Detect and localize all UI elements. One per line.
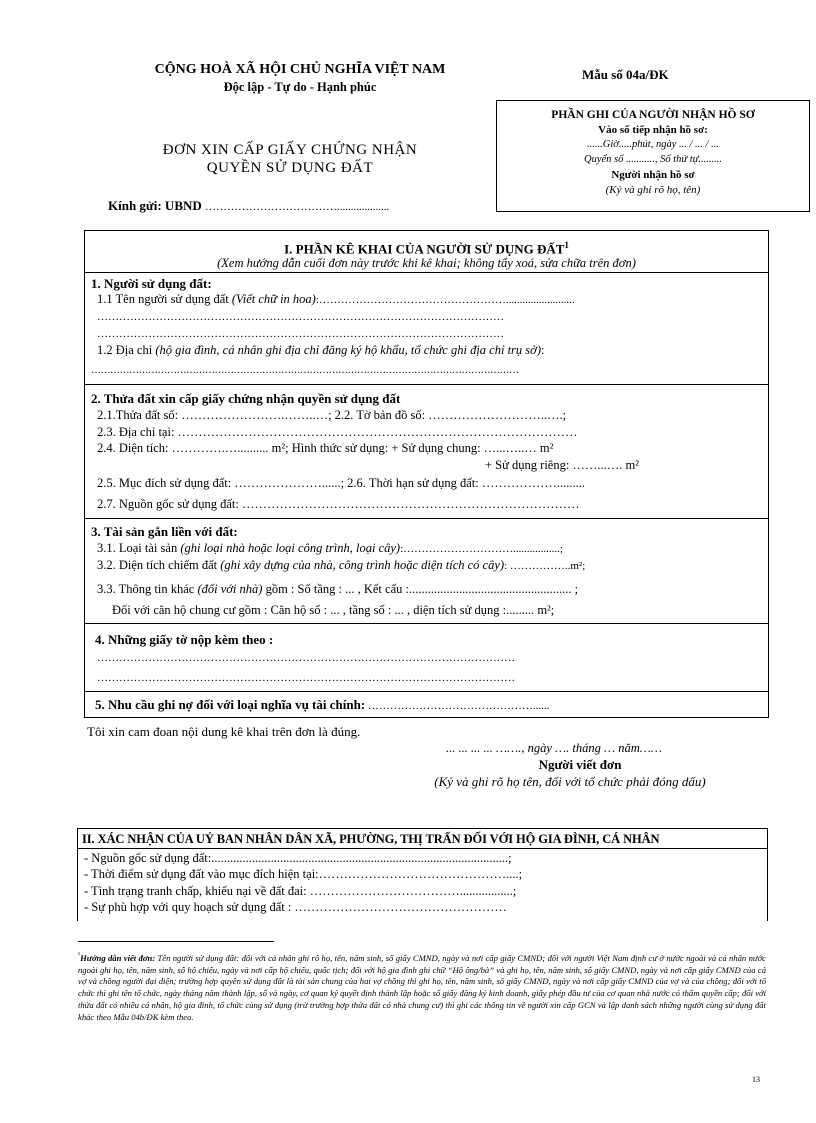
- receiver-time-line: ......Giờ.....phút, ngày ... / ... / ...: [587, 139, 719, 150]
- address-colon: :: [541, 343, 545, 357]
- declaration-text: Tôi xin cam đoan nội dung kê khai trên đơn là đúng.: [87, 724, 361, 739]
- divider: [77, 848, 767, 849]
- origin-field[interactable]: 2.7. Nguồn gốc sử dụng đất: ………………………………………………………………………: [97, 497, 580, 511]
- section4-heading: 4. Những giấy tờ nộp kèm theo :: [95, 632, 274, 647]
- user-name-hint: (Viết chữ in hoa): [231, 292, 316, 306]
- footnote: [78, 950, 766, 1024]
- occupied-area-dots: : ……………..m²;: [504, 560, 586, 572]
- user-name-line2[interactable]: …………………………………………………………………………………………………: [97, 311, 504, 323]
- recipient-line: [108, 198, 389, 214]
- divider: [84, 691, 769, 692]
- other-info-rest: gồm : Số tầng : ... , Kết cấu :.................................................... ;: [262, 582, 579, 596]
- receiver-sign-note: (Ký và ghi rõ họ, tên): [605, 184, 701, 196]
- part1-title: [84, 240, 769, 257]
- other-info-label: 3.3. Thông tin khác: [97, 582, 198, 596]
- receiver-box: [496, 100, 810, 212]
- signer-note: (Ký và ghi rõ họ tên, đối với tổ chức phải đóng dấu): [434, 774, 706, 789]
- section5-heading: 5. Nhu cầu ghi nợ đối với loại nghĩa vụ tài chính:: [95, 697, 366, 712]
- user-name-dots: :…………………………………………….........................: [315, 294, 575, 306]
- footnote-mark: ¹: [78, 951, 81, 959]
- divider: [84, 272, 769, 273]
- private-use-field[interactable]: + Sử dụng riêng: ……...…. m²: [485, 458, 640, 472]
- divider: [84, 623, 769, 624]
- asset-type-field[interactable]: [97, 541, 563, 557]
- parcel-address-field[interactable]: 2.3. Địa chỉ tại: ……………………………………………………………………………………: [97, 425, 578, 439]
- part2-title: II. XÁC NHẬN CỦA UỶ BAN NHÂN DÂN XÃ, PHƯỜNG, THỊ TRẤN ĐỐI VỚI HỘ GIA ĐÌNH, CÁ NHÂN: [82, 832, 660, 846]
- section2-heading: 2. Thửa đất xin cấp giấy chứng nhận quyền sử dụng đất: [91, 391, 401, 406]
- receiver-intake-label: Vào sổ tiếp nhận hồ sơ:: [598, 124, 708, 136]
- recipient-dots: ………………………………...................: [205, 201, 390, 213]
- purpose-field[interactable]: 2.5. Mục đích sử dụng đất: …………………......; 2.6. Thời hạn sử dụng đất: ……………….........: [97, 476, 585, 490]
- area-field[interactable]: 2.4. Diện tích: ………….….......... m²; Hình thức sử dụng: + Sử dụng chung: …...…..… m²: [97, 441, 554, 455]
- signer-label: Người viết đơn: [538, 757, 622, 772]
- footnote-text: Tên người sử dụng đất: đối với cá nhân ghi rõ họ, tên, năm sinh, số giấy CMND, ngày và nơi cấp giấy CMND; đối với người Việt Nam định cư ở nước ngoài và cá nhân nước ngoài ghi họ, tên, năm sinh, số hộ chiếu, ngày và nơi cấp hộ chiếu, quốc tịch; đối với hộ gia đình ghi chữ “Hộ ông/bà” và ghi họ, tên, năm sinh, số giấy CMND, ngày và nơi cấp giấy CMND của cả vợ và chồng người đại diện; trường hợp quyền sử dụng đất là tài sản chung của hai vợ chồng thì ghi họ, tên, năm sinh, số giấy CMND, ngày và nơi cấp giấy CMND của vợ và của chồng; đối với tổ chức thì ghi tên tổ chức, ngày tháng năm thành lập, số và ngày, cơ quan ký quyết định thành lập hoặc số giấy đăng ký kinh doanh, giấy phép đầu tư của cơ quan nhà nước có thẩm quyền cấp; đối với thửa đất có nhiều cá nhân, hộ gia đình, tổ chức cùng sử dụng (trừ trường hợp thửa đất có nhà chung cư) thì ghi các thông tin về người xin cấp GCN và lập danh sách những người cùng sử dụng đất khác theo Mẫu 04b/ĐK kèm theo.: [78, 952, 766, 1022]
- parcel-number-field[interactable]: 2.1.Thửa đất số: …………………….……..…; 2.2. Tờ bản đồ số: ………………………..….;: [97, 408, 567, 422]
- debt-field[interactable]: [95, 697, 549, 714]
- address-dots[interactable]: ………………………………………………………………………………………………………………………: [91, 365, 519, 376]
- debt-dots: ………………………………………......: [365, 700, 550, 712]
- verify-time-field[interactable]: - Thời điểm sử dụng đất vào mục đích hiện tại:………………………………………....;: [84, 867, 523, 881]
- part1-subtitle: (Xem hướng dẫn cuối đơn này trước khi kê khai; không tẩy xoá, sửa chữa trên đơn): [217, 256, 636, 270]
- receiver-box-title: PHẦN GHI CỦA NGƯỜI NHẬN HỒ SƠ: [551, 109, 755, 121]
- asset-type-label: 3.1. Loại tài sản: [97, 541, 181, 555]
- asset-type-hint: (ghi loại nhà hoặc loại công trình, loại cây): [180, 541, 401, 555]
- attachments-line2[interactable]: ……………………………………………………………………………………………………: [97, 672, 515, 684]
- motto: Độc lập - Tự do - Hạnh phúc: [223, 80, 377, 94]
- receiver-person-label: Người nhận hồ sơ: [611, 169, 695, 181]
- form-number: Mẫu số 04a/ĐK: [582, 67, 669, 82]
- occupied-area-hint: (ghi xây dựng của nhà, công trình hoặc diện tích có cây): [220, 558, 505, 572]
- address-hint: (hộ gia đình, cá nhân ghi địa chỉ đăng ký hộ khẩu, tổ chức ghi địa chỉ trụ sở): [155, 343, 541, 357]
- other-info-field[interactable]: [97, 582, 578, 597]
- address-label: 1.2 Địa chỉ: [97, 343, 156, 357]
- user-name-label: 1.1 Tên người sử dụng đất: [97, 292, 232, 306]
- divider: [84, 384, 769, 385]
- verify-dispute-field[interactable]: - Tình trạng tranh chấp, khiếu nại về đất đai: ……………………………….................;: [84, 884, 517, 898]
- form-title-line1: ĐƠN XIN CẤP GIẤY CHỨNG NHẬN: [162, 142, 418, 158]
- declaration-date[interactable]: ... ... ... ... ……., ngày …. tháng … năm……: [446, 741, 662, 755]
- section3-heading: 3. Tài sản gắn liền với đất:: [91, 524, 238, 539]
- divider: [84, 518, 769, 519]
- attachments-line1[interactable]: ……………………………………………………………………………………………………: [97, 652, 515, 664]
- other-info-hint: (đối với nhà): [197, 582, 263, 596]
- form-title-line2: QUYỀN SỬ DỤNG ĐẤT: [206, 160, 374, 176]
- asset-type-dots: :………………………….................;: [400, 543, 563, 555]
- part1-footnote-mark: 1: [564, 240, 569, 250]
- verify-origin-field[interactable]: - Nguồn gốc sử dụng đất:...............................................................................................;: [84, 851, 512, 865]
- user-name-line3[interactable]: …………………………………………………………………………………………………: [97, 328, 504, 340]
- verify-planning-field[interactable]: - Sự phù hợp với quy hoạch sử dụng đất : ……………………………………………: [84, 900, 507, 914]
- recipient-label: Kính gửi: UBND: [108, 198, 202, 213]
- page-number: 13: [752, 1075, 760, 1084]
- occupied-area-field[interactable]: [97, 558, 585, 574]
- footnote-separator: [78, 941, 274, 942]
- section1-heading: 1. Người sử dụng đất:: [91, 276, 212, 291]
- footnote-label: Hướng dẫn viết đơn:: [80, 952, 156, 963]
- user-name-field[interactable]: [97, 292, 575, 308]
- part1-title-text: I. PHẦN KÊ KHAI CỦA NGƯỜI SỬ DỤNG ĐẤT: [284, 241, 565, 257]
- receiver-book-line: Quyển số ..........., Số thứ tự.........: [583, 154, 723, 165]
- occupied-area-label: 3.2. Diện tích chiếm đất: [97, 558, 221, 572]
- address-field[interactable]: [97, 343, 544, 358]
- republic-heading: CỘNG HOÀ XÃ HỘI CHỦ NGHĨA VIỆT NAM: [154, 62, 446, 77]
- apartment-field[interactable]: Đối với căn hộ chung cư gồm : Căn hộ số : ... , tầng số : ... , diện tích sử dụng :......... m²;: [112, 603, 555, 617]
